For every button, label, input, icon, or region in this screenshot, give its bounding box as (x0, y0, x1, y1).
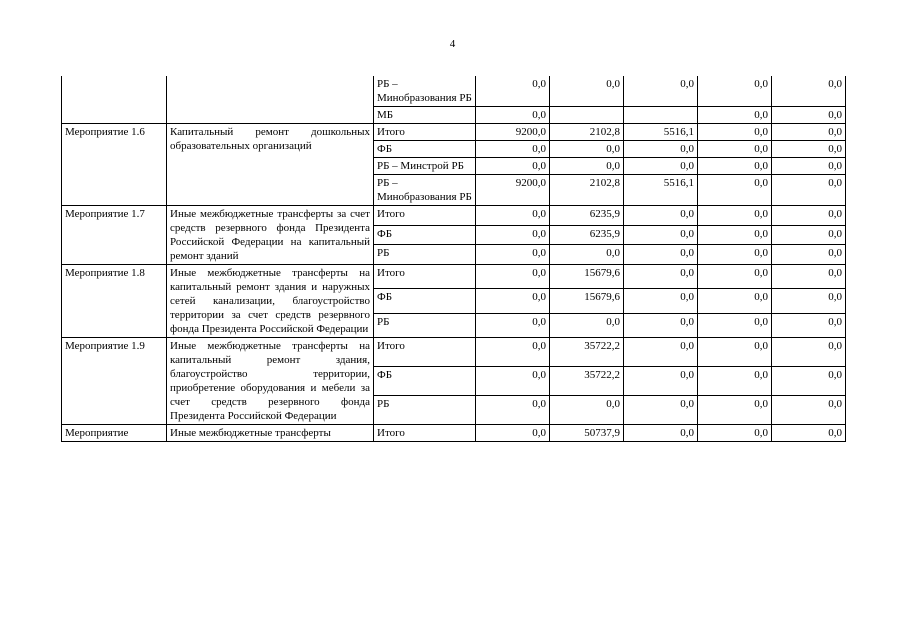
table-row (62, 265, 846, 289)
value-cell: 0,0 (624, 265, 698, 289)
funding-source: РБ (374, 245, 476, 265)
value-cell: 0,0 (476, 338, 550, 367)
value-cell: 0,0 (476, 225, 550, 245)
value-cell: 0,0 (698, 225, 772, 245)
value-cell: 0,0 (698, 107, 772, 124)
value-cell: 0,0 (772, 289, 846, 313)
value-cell: 0,0 (476, 313, 550, 337)
value-cell: 0,0 (476, 396, 550, 425)
value-cell: 0,0 (624, 396, 698, 425)
value-cell: 0,0 (772, 245, 846, 265)
value-cell: 0,0 (476, 367, 550, 396)
value-cell: 0,0 (624, 289, 698, 313)
value-cell: 0,0 (476, 158, 550, 175)
page-number: 4 (449, 38, 456, 50)
funding-source: РБ (374, 396, 476, 425)
value-cell: 0,0 (550, 396, 624, 425)
value-cell: 9200,0 (476, 124, 550, 141)
value-cell: 15679,6 (550, 289, 624, 313)
value-cell: 0,0 (698, 313, 772, 337)
value-cell: 0,0 (698, 141, 772, 158)
funding-source: Итого (374, 425, 476, 442)
value-cell: 6235,9 (550, 225, 624, 245)
value-cell: 0,0 (772, 107, 846, 124)
funding-source: Итого (374, 265, 476, 289)
value-cell: 0,0 (624, 225, 698, 245)
measure-label: Мероприятие 1.9 (62, 338, 167, 425)
value-cell: 0,0 (476, 141, 550, 158)
value-cell: 0,0 (550, 76, 624, 107)
table-row (62, 338, 846, 367)
value-cell: 0,0 (772, 124, 846, 141)
measure-description: Иные межбюджетные трансферты (167, 425, 374, 442)
value-cell: 50737,9 (550, 425, 624, 442)
table-row (62, 425, 846, 442)
funding-source: Итого (374, 338, 476, 367)
measure-label: Мероприятие (62, 425, 167, 442)
funding-source: РБ – Минобразования РБ (374, 175, 476, 206)
value-cell: 0,0 (772, 141, 846, 158)
value-cell: 0,0 (624, 313, 698, 337)
value-cell: 0,0 (698, 367, 772, 396)
value-cell: 0,0 (772, 206, 846, 226)
funding-source: ФБ (374, 367, 476, 396)
value-cell: 0,0 (772, 175, 846, 206)
value-cell: 0,0 (698, 425, 772, 442)
value-cell: 0,0 (698, 289, 772, 313)
value-cell: 0,0 (698, 158, 772, 175)
value-cell: 0,0 (624, 338, 698, 367)
value-cell: 0,0 (698, 265, 772, 289)
value-cell: 0,0 (772, 158, 846, 175)
value-cell: 0,0 (772, 225, 846, 245)
value-cell: 0,0 (476, 107, 550, 124)
table-row (62, 206, 846, 226)
value-cell: 0,0 (772, 425, 846, 442)
value-cell: 0,0 (476, 206, 550, 226)
funding-source: МБ (374, 107, 476, 124)
measure-description: Капитальный ремонт дошкольных образовательных организаций (167, 124, 374, 206)
value-cell: 0,0 (476, 289, 550, 313)
funding-source: ФБ (374, 225, 476, 245)
value-cell: 0,0 (698, 396, 772, 425)
value-cell: 0,0 (550, 158, 624, 175)
value-cell: 5516,1 (624, 124, 698, 141)
value-cell: 0,0 (698, 245, 772, 265)
budget-table (61, 76, 846, 442)
value-cell: 0,0 (550, 313, 624, 337)
measure-description-cell (167, 76, 374, 124)
value-cell: 0,0 (772, 76, 846, 107)
value-cell: 0,0 (624, 141, 698, 158)
value-cell: 0,0 (550, 141, 624, 158)
measure-label: Мероприятие 1.7 (62, 206, 167, 265)
measure-label-cell (62, 76, 167, 124)
value-cell: 0,0 (772, 396, 846, 425)
funding-source: ФБ (374, 289, 476, 313)
measure-description: Иные межбюджетные трансферты на капитальный ремонт здания, благоустройство территории, приобретение оборудования и мебели за счет средств резервного фонда Президента Российской Федерации (167, 338, 374, 425)
value-cell: 0,0 (698, 124, 772, 141)
value-cell: 0,0 (476, 245, 550, 265)
value-cell (550, 107, 624, 124)
measure-description: Иные межбюджетные трансферты на капитальный ремонт здания и наружных сетей канализации, благоустройство территории за счет средств резервного фонда Президента Российской Федерации (167, 265, 374, 338)
table-row (62, 124, 846, 141)
value-cell: 0,0 (698, 206, 772, 226)
value-cell: 0,0 (476, 265, 550, 289)
value-cell: 0,0 (624, 206, 698, 226)
value-cell: 0,0 (624, 158, 698, 175)
value-cell: 2102,8 (550, 124, 624, 141)
value-cell: 0,0 (772, 338, 846, 367)
value-cell: 0,0 (772, 265, 846, 289)
budget-table-body (62, 76, 846, 442)
value-cell: 0,0 (550, 245, 624, 265)
value-cell: 0,0 (476, 425, 550, 442)
value-cell: 0,0 (698, 175, 772, 206)
value-cell: 35722,2 (550, 338, 624, 367)
value-cell: 5516,1 (624, 175, 698, 206)
funding-source: ФБ (374, 141, 476, 158)
value-cell: 0,0 (624, 425, 698, 442)
measure-description: Иные межбюджетные трансферты за счет средств резервного фонда Президента Российской Федерации на капитальный ремонт зданий (167, 206, 374, 265)
value-cell: 0,0 (698, 338, 772, 367)
value-cell: 35722,2 (550, 367, 624, 396)
value-cell: 2102,8 (550, 175, 624, 206)
funding-source: РБ – Минстрой РБ (374, 158, 476, 175)
value-cell: 0,0 (624, 76, 698, 107)
value-cell: 0,0 (624, 245, 698, 265)
value-cell: 0,0 (476, 76, 550, 107)
measure-label: Мероприятие 1.6 (62, 124, 167, 206)
funding-source: Итого (374, 206, 476, 226)
measure-label: Мероприятие 1.8 (62, 265, 167, 338)
value-cell: 0,0 (624, 367, 698, 396)
value-cell: 6235,9 (550, 206, 624, 226)
value-cell: 0,0 (698, 76, 772, 107)
table-row (62, 76, 846, 107)
value-cell: 0,0 (772, 313, 846, 337)
value-cell: 15679,6 (550, 265, 624, 289)
funding-source: Итого (374, 124, 476, 141)
funding-source: РБ – Минобразования РБ (374, 76, 476, 107)
funding-source: РБ (374, 313, 476, 337)
value-cell: 9200,0 (476, 175, 550, 206)
value-cell: 0,0 (772, 367, 846, 396)
value-cell (624, 107, 698, 124)
